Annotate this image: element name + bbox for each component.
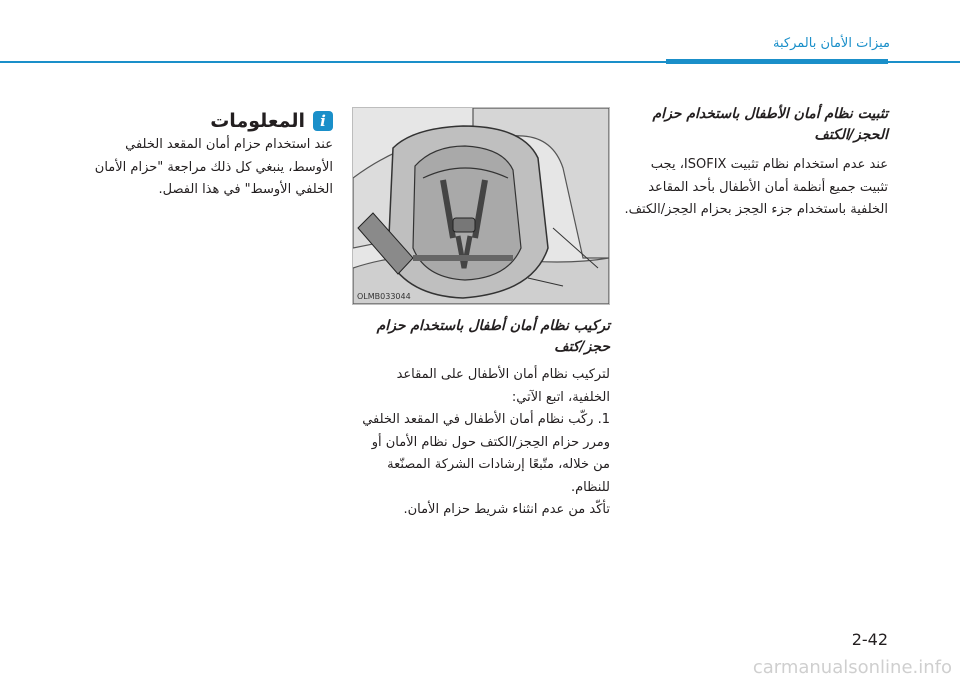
section-heading: تثبيت نظام أمان الأطفال باستخدام حزام الحجز/الكتف bbox=[652, 106, 888, 143]
body-paragraph: عند عدم استخدام نظام تثبيت ISOFIX، يجب تثبيت جميع أنظمة أمان الأطفال بأحد المقاعد الخلفية باستخدام جزء الحِجز بحزام الحِجز/الكتف. bbox=[624, 157, 888, 217]
figure-code: OLMB033044 bbox=[357, 292, 411, 301]
subsection-heading: تركيب نظام أمان أطفال باستخدام حزام حجز/كتف bbox=[376, 318, 610, 355]
middle-column bbox=[352, 316, 610, 522]
info-paragraph: عند استخدام حزام أمان المقعد الخلفي الأوسط، ينبغي كل ذلك مراجعة "حزام الأمان الخلفي الأوسط" في هذا الفصل. bbox=[94, 137, 333, 197]
intro-paragraph: لتركيب نظام أمان الأطفال على المقاعد الخلفية، اتبع الآتي: bbox=[396, 367, 610, 405]
right-column bbox=[622, 104, 888, 222]
page-number: 2-42 bbox=[851, 630, 888, 649]
info-title: المعلومات bbox=[210, 110, 305, 132]
section-title: ميزات الأمان بالمركبة bbox=[773, 36, 890, 51]
step-1-note: تأكّد من عدم انثناء شريط حزام الأمان. bbox=[403, 502, 610, 517]
header-accent-bar bbox=[666, 59, 888, 64]
watermark: carmanualsonline.info bbox=[752, 657, 952, 678]
info-title-row bbox=[85, 110, 333, 132]
info-icon: i bbox=[313, 111, 333, 131]
step-1: 1. ركّب نظام أمان الأطفال في المقعد الخلفي ومرر حزام الحِجز/الكتف حول نظام الأمان أو من خلاله، متّبعًا إرشادات الشركة المصنّعة للنظام. bbox=[362, 412, 610, 495]
child-seat-figure bbox=[352, 107, 610, 305]
child-seat-illustration bbox=[353, 108, 609, 304]
info-box bbox=[85, 110, 333, 202]
